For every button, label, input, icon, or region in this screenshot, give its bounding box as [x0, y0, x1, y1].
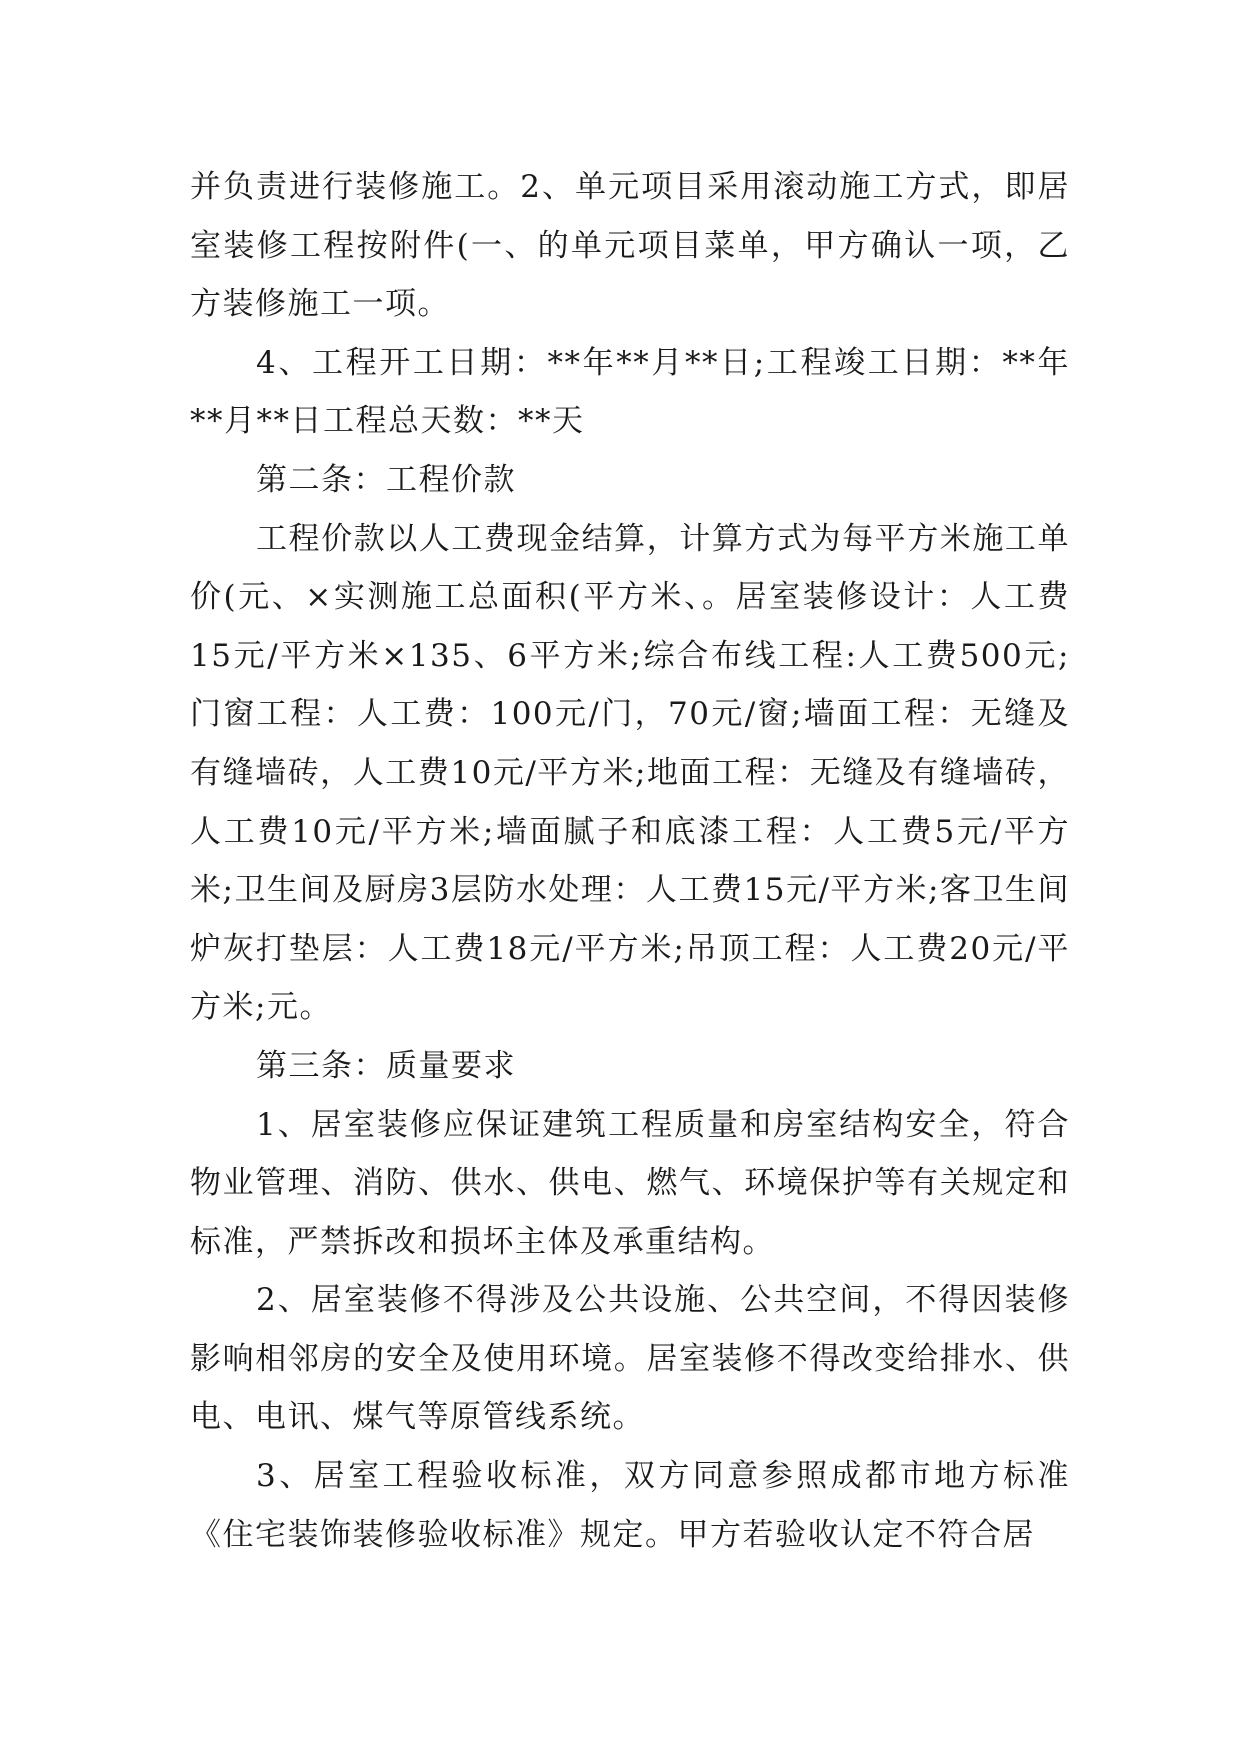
heading-article-3: 第三条：质量要求 [256, 1047, 516, 1084]
heading-article-2: 第二条：工程价款 [256, 461, 516, 498]
paragraph-price: 工程价款以人工费现金结算，计算方式为每平方米施工单价(元、×实测施工总面积(平方米、。居室装修设计：人工费15元/平方米×135、6平方米;综合布线工程:人工费500元;门窗工程：人工费：100元/门，70元/窗;墙面工程：无缝及有缝墙砖，人工费10元/平方米;地面工程：无缝及有缝墙砖，人工费10元/平方米;墙面腻子和底漆工程：人工费5元/平方米;卫生间及厨房3层防水处理：人工费15元/平方米;客卫生间炉灰打垫层：人工费18元/平方米;吊顶工程：人工费20元/平方米;元。 [190, 520, 1070, 1026]
paragraph-1: 并负责进行装修施工。2、单元项目采用滚动施工方式，即居室装修工程按附件(一、的单元项目菜单，甲方确认一项，乙方装修施工一项。 [190, 169, 1070, 323]
paragraph-quality-2: 2、居室装修不得涉及公共设施、公共空间，不得因装修影响相邻房的安全及使用环境。居室装修不得改变给排水、供电、电讯、煤气等原管线系统。 [190, 1282, 1070, 1436]
paragraph-quality-1: 1、居室装修应保证建筑工程质量和房室结构安全，符合物业管理、消防、供水、供电、燃气、环境保护等有关规定和标准，严禁拆改和损坏主体及承重结构。 [190, 1106, 1070, 1260]
paragraph-start-date: 4、工程开工日期：**年**月**日;工程竣工日期：**年**月**日工程总天数：**天 [190, 344, 1070, 440]
document-body [190, 158, 1070, 1564]
paragraph-quality-3: 3、居室工程验收标准，双方同意参照成都市地方标准《住宅装饰装修验收标准》规定。甲方若验收认定不符合居 [190, 1458, 1070, 1553]
